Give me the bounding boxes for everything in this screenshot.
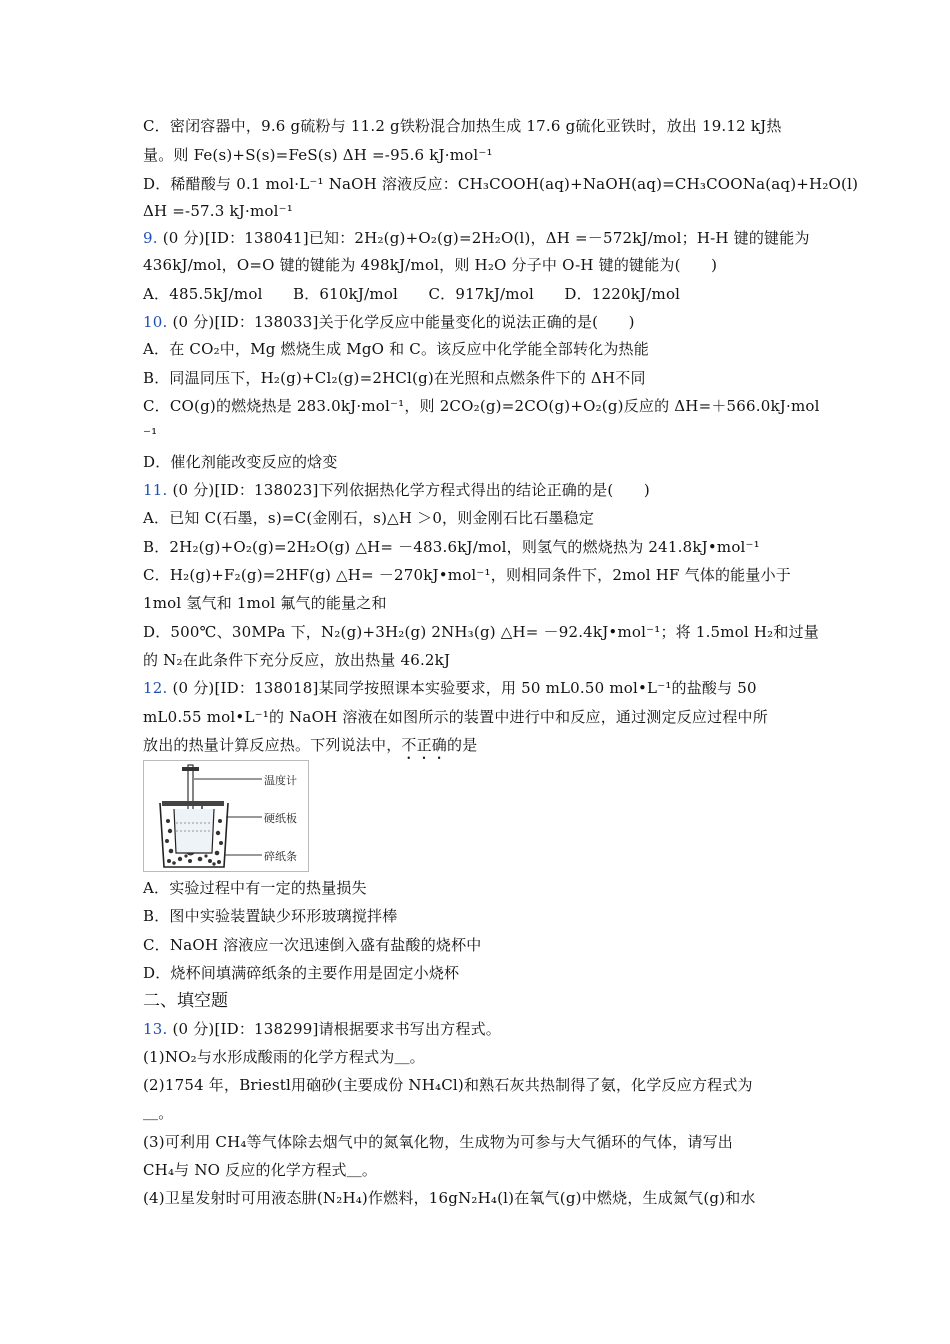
question-number: 10. [143, 313, 168, 331]
text-line [143, 707, 768, 727]
text-line [143, 735, 477, 763]
text-line [143, 368, 646, 388]
text-line [143, 508, 594, 528]
text-line [143, 963, 459, 983]
line-text: 436kJ/mol，O=O 键的键能为 498kJ/mol，则 H₂O 分子中 O-H 键的键能为( ) [143, 256, 718, 274]
line-text: 放出的热量计算反应热。下列说法中， [143, 736, 402, 754]
line-text: (0 分)[ID：138033]关于化学反应中能量变化的说法正确的是( ) [172, 313, 635, 331]
line-text: (0 分)[ID：138299]请根据要求书写出方程式。 [172, 1020, 501, 1038]
line-text: B．2H₂(g)+O₂(g)=2H₂O(g) △H= －483.6kJ/mol，则氢气的燃烧热为 241.8kJ•mol⁻¹ [143, 538, 760, 556]
line-text: A．实验过程中有一定的热量损失 [143, 879, 367, 897]
text-line [143, 201, 293, 221]
calorimeter-figure [143, 760, 309, 872]
line-text: ＿。 [143, 1104, 174, 1122]
text-line [143, 935, 482, 955]
question-number: 9. [143, 229, 158, 247]
text-line [143, 1132, 733, 1152]
line-text: D．500℃、30MPa 下，N₂(g)+3H₂(g) 2NH₃(g) △H= －92.4kJ•mol⁻¹；将 1.5mol H₂和过量 [143, 623, 819, 641]
text-line [143, 565, 791, 585]
text-line [143, 174, 858, 194]
question-number: 12. [143, 679, 168, 697]
text-line [143, 1019, 501, 1039]
line-text: A．485.5kJ/mol B．610kJ/mol C．917kJ/mol D．1220kJ/mol [143, 285, 681, 303]
emphasized-text: 不正确 [401, 736, 448, 754]
line-text: CH₄与 NO 反应的化学方程式＿。 [143, 1161, 378, 1179]
line-text: 的 N₂在此条件下充分反应，放出热量 46.2kJ [143, 651, 451, 669]
line-text: ΔH =-57.3 kJ·mol⁻¹ [143, 202, 293, 220]
text-line [143, 1103, 173, 1123]
text-line [143, 678, 757, 698]
line-text: (1)NO₂与水形成酸雨的化学方程式为＿。 [143, 1048, 425, 1066]
line-text: (3)可利用 CH₄等气体除去烟气中的氮氧化物，生成物为可参与大气循环的气体，请写出 [143, 1133, 733, 1151]
question-number: 13. [143, 1020, 168, 1038]
section-title: 二、填空题 [143, 991, 228, 1011]
text-line [143, 1075, 753, 1095]
text-line [143, 396, 820, 416]
text-line [143, 622, 819, 642]
text-line [143, 339, 649, 359]
text-line [143, 480, 650, 500]
line-text: (0 分)[ID：138018]某同学按照课本实验要求，用 50 mL0.50 mol•L⁻¹的盐酸与 50 [172, 679, 757, 697]
line-text: B．同温同压下，H₂(g)+Cl₂(g)=2HCl(g)在光照和点燃条件下的 ΔH不同 [143, 369, 646, 387]
line-text: C．H₂(g)+F₂(g)=2HF(g) △H= －270kJ•mol⁻¹，则相同条件下，2mol HF 气体的能量小于 [143, 566, 791, 584]
text-line [143, 537, 760, 557]
line-text: (4)卫星发射时可用液态肼(N₂H₄)作燃料，16gN₂H₄(l)在氧气(g)中燃烧，生成氮气(g)和水 [143, 1189, 756, 1207]
thermometer-label: 温度计 [264, 774, 297, 787]
line-tail: 的是 [447, 736, 478, 754]
line-text: A．在 CO₂中，Mg 燃烧生成 MgO 和 C。该反应中化学能全部转化为热能 [143, 340, 649, 358]
line-text: ⁻¹ [143, 425, 158, 443]
text-line [143, 1188, 756, 1208]
text-line [143, 593, 387, 613]
line-text: (0 分)[ID：138023]下列依据热化学方程式得出的结论正确的是( ) [172, 481, 650, 499]
text-line [143, 1160, 377, 1180]
line-text: (0 分)[ID：138041]已知：2H₂(g)+O₂(g)=2H₂O(l)，ΔH =－572kJ/mol；H-H 键的键能为 [162, 229, 810, 247]
paper-scraps-label: 碎纸条 [264, 850, 297, 863]
line-text: C．密闭容器中，9.6 g硫粉与 11.2 g铁粉混合加热生成 17.6 g硫化亚铁时，放出 19.12 kJ热 [143, 117, 782, 135]
line-text: D．稀醋酸与 0.1 mol·L⁻¹ NaOH 溶液反应：CH₃COOH(aq)+NaOH(aq)=CH₃COONa(aq)+H₂O(l) [143, 175, 859, 193]
text-line [143, 312, 635, 332]
text-line [143, 452, 338, 472]
line-text: C．CO(g)的燃烧热是 283.0kJ·mol⁻¹，则 2CO₂(g)=2CO(g)+O₂(g)反应的 ΔH=＋566.0kJ·mol [143, 397, 820, 415]
text-line [143, 116, 782, 136]
line-text: D．催化剂能改变反应的焓变 [143, 453, 338, 471]
line-text: (2)1754 年，Briestl用硇砂(主要成份 NH₄Cl)和熟石灰共热制得了氨，化学反应方程式为 [143, 1076, 753, 1094]
text-line [143, 228, 810, 248]
line-text: D．烧杯间填满碎纸条的主要作用是固定小烧杯 [143, 964, 460, 982]
question-number: 11. [143, 481, 168, 499]
text-line [143, 878, 367, 898]
text-line [143, 1047, 425, 1067]
text-line [143, 650, 450, 670]
text-line [143, 145, 493, 165]
line-text: mL0.55 mol•L⁻¹的 NaOH 溶液在如图所示的装置中进行中和反应，通过测定反应过程中所 [143, 708, 768, 726]
cardboard-label: 硬纸板 [264, 812, 297, 825]
line-text: A．已知 C(石墨，s)=C(金刚石，s)△H ＞0，则金刚石比石墨稳定 [143, 509, 595, 527]
text-line [143, 906, 397, 926]
text-line [143, 424, 157, 444]
line-text: 1mol 氢气和 1mol 氟气的能量之和 [143, 594, 387, 612]
text-line [143, 284, 680, 304]
text-line [143, 255, 717, 275]
line-text: 量。则 Fe(s)+S(s)=FeS(s) ΔH =-95.6 kJ·mol⁻¹ [143, 146, 493, 164]
line-text: C．NaOH 溶液应一次迅速倒入盛有盐酸的烧杯中 [143, 936, 482, 954]
line-text: B．图中实验装置缺少环形玻璃搅拌棒 [143, 907, 398, 925]
